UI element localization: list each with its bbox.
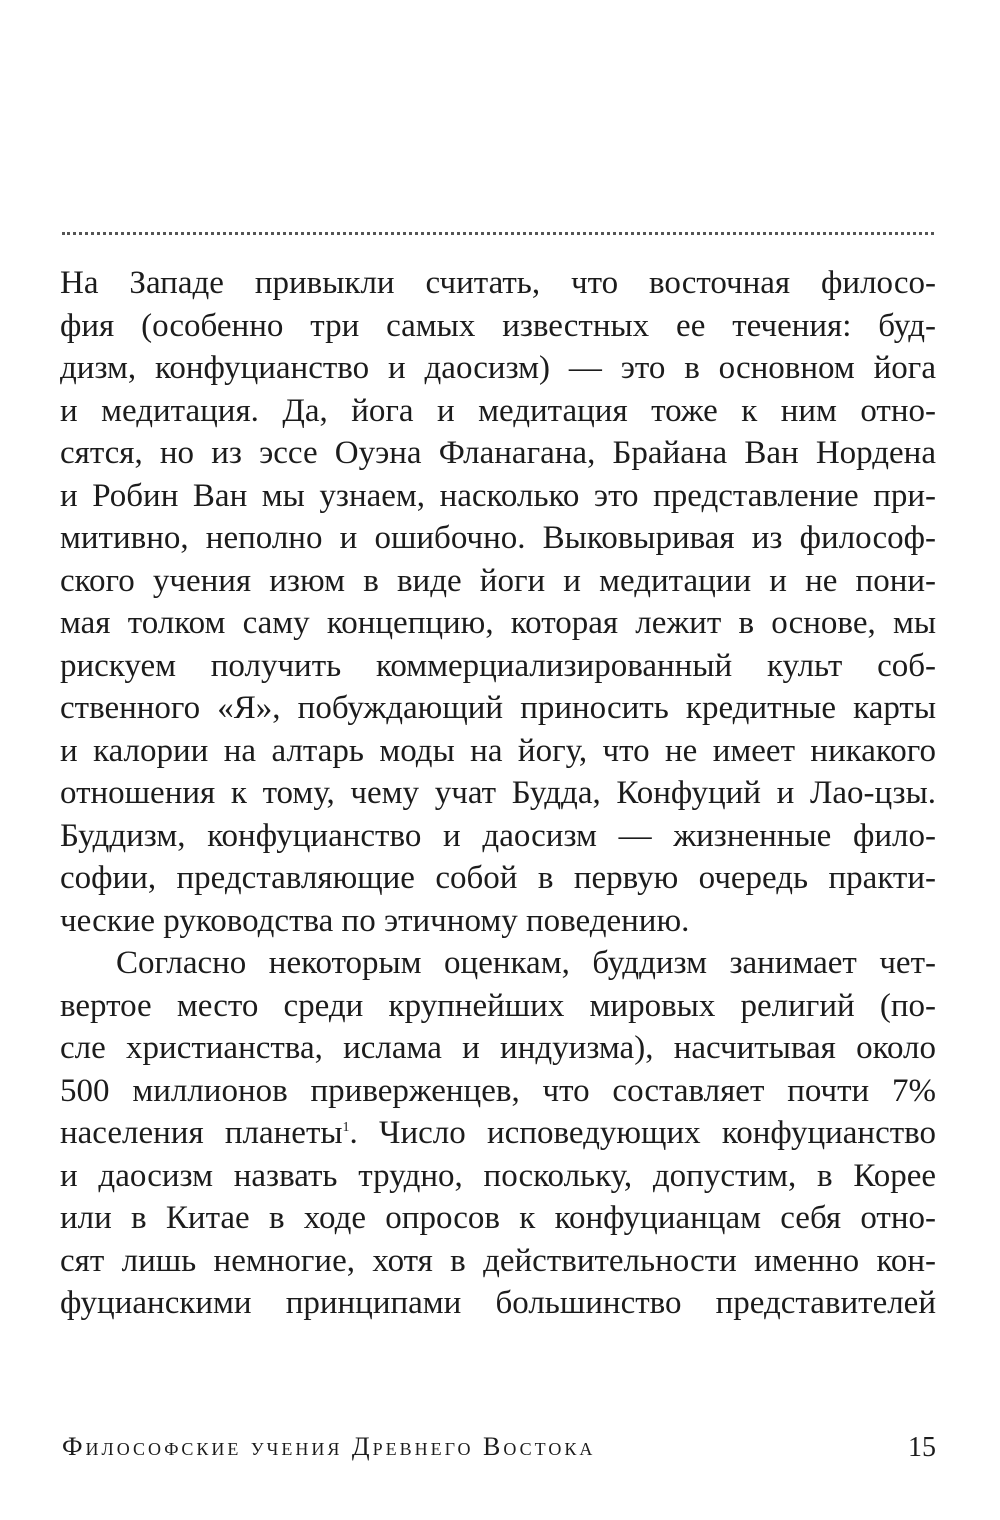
text-line: ческие руководства по этичному поведению. <box>60 902 690 939</box>
text-line: и калории на алтарь моды на йогу, что не имеет никакого <box>60 732 936 769</box>
text-line: Буддизм, конфуцианство и даосизм — жизненные фило- <box>60 817 936 854</box>
text-line: фия (особенно три самых известных ее течения: буд- <box>60 307 936 344</box>
text-line: рискуем получить коммерциализированный культ соб- <box>60 647 936 684</box>
page-number: 15 <box>908 1432 936 1463</box>
body-text <box>60 262 936 1325</box>
text-line: митивно, неполно и ошибочно. Выковыривая из философ- <box>60 520 936 556</box>
text-line: сятся, но из эссе Оуэна Фланагана, Брайана Ван Нордена <box>60 435 936 471</box>
text-line: сле христианства, ислама и индуизма), насчитывая около <box>60 1030 936 1066</box>
text-line: софии, представляющие собой в первую очередь практи- <box>60 860 936 896</box>
page-footer <box>62 1432 936 1472</box>
text-line: мая толком саму концепцию, которая лежит в основе, мы <box>60 605 936 641</box>
text-line: ственного «Я», побуждающий приносить кредитные карты <box>60 690 936 726</box>
text-line: и медитация. Да, йога и медитация тоже к ним отно- <box>60 392 936 429</box>
text-line: 500 миллионов приверженцев, что составляет почти 7% <box>60 1072 936 1109</box>
text-line: или в Китае в ходе опросов к конфуцианцам себя отно- <box>60 1200 936 1236</box>
text-line-with-footnote <box>60 1112 936 1155</box>
text-line: и Робин Ван мы узнаем, насколько это представление при- <box>60 477 936 514</box>
text-line: Согласно некоторым оценкам, буддизм занимает чет- <box>116 945 936 981</box>
footnote-marker[interactable]: 1 <box>342 1120 350 1135</box>
running-title: Философские учения Древнего Востока <box>62 1432 596 1461</box>
text-line: и даосизм назвать трудно, поскольку, допустим, в Корее <box>60 1157 936 1194</box>
text-fragment: . Число исповедующих конфуцианство <box>349 1115 936 1151</box>
text-line: отношения к тому, чему учат Будда, Конфуций и Лао-цзы. <box>60 775 936 811</box>
text-line: дизм, конфуцианство и даосизм) — это в основном йога <box>60 350 936 386</box>
text-fragment: населения планеты <box>60 1115 343 1151</box>
text-line: фуцианскими принципами большинство представителей <box>60 1285 936 1321</box>
text-line: ского учения изюм в виде йоги и медитации и не пони- <box>60 562 936 599</box>
dotted-separator <box>62 232 934 235</box>
text-line: На Западе привыкли считать, что восточная филосо- <box>60 265 936 301</box>
text-line: вертое место среди крупнейших мировых религий (по- <box>60 987 936 1024</box>
text-line: сят лишь немногие, хотя в действительности именно кон- <box>60 1242 936 1279</box>
